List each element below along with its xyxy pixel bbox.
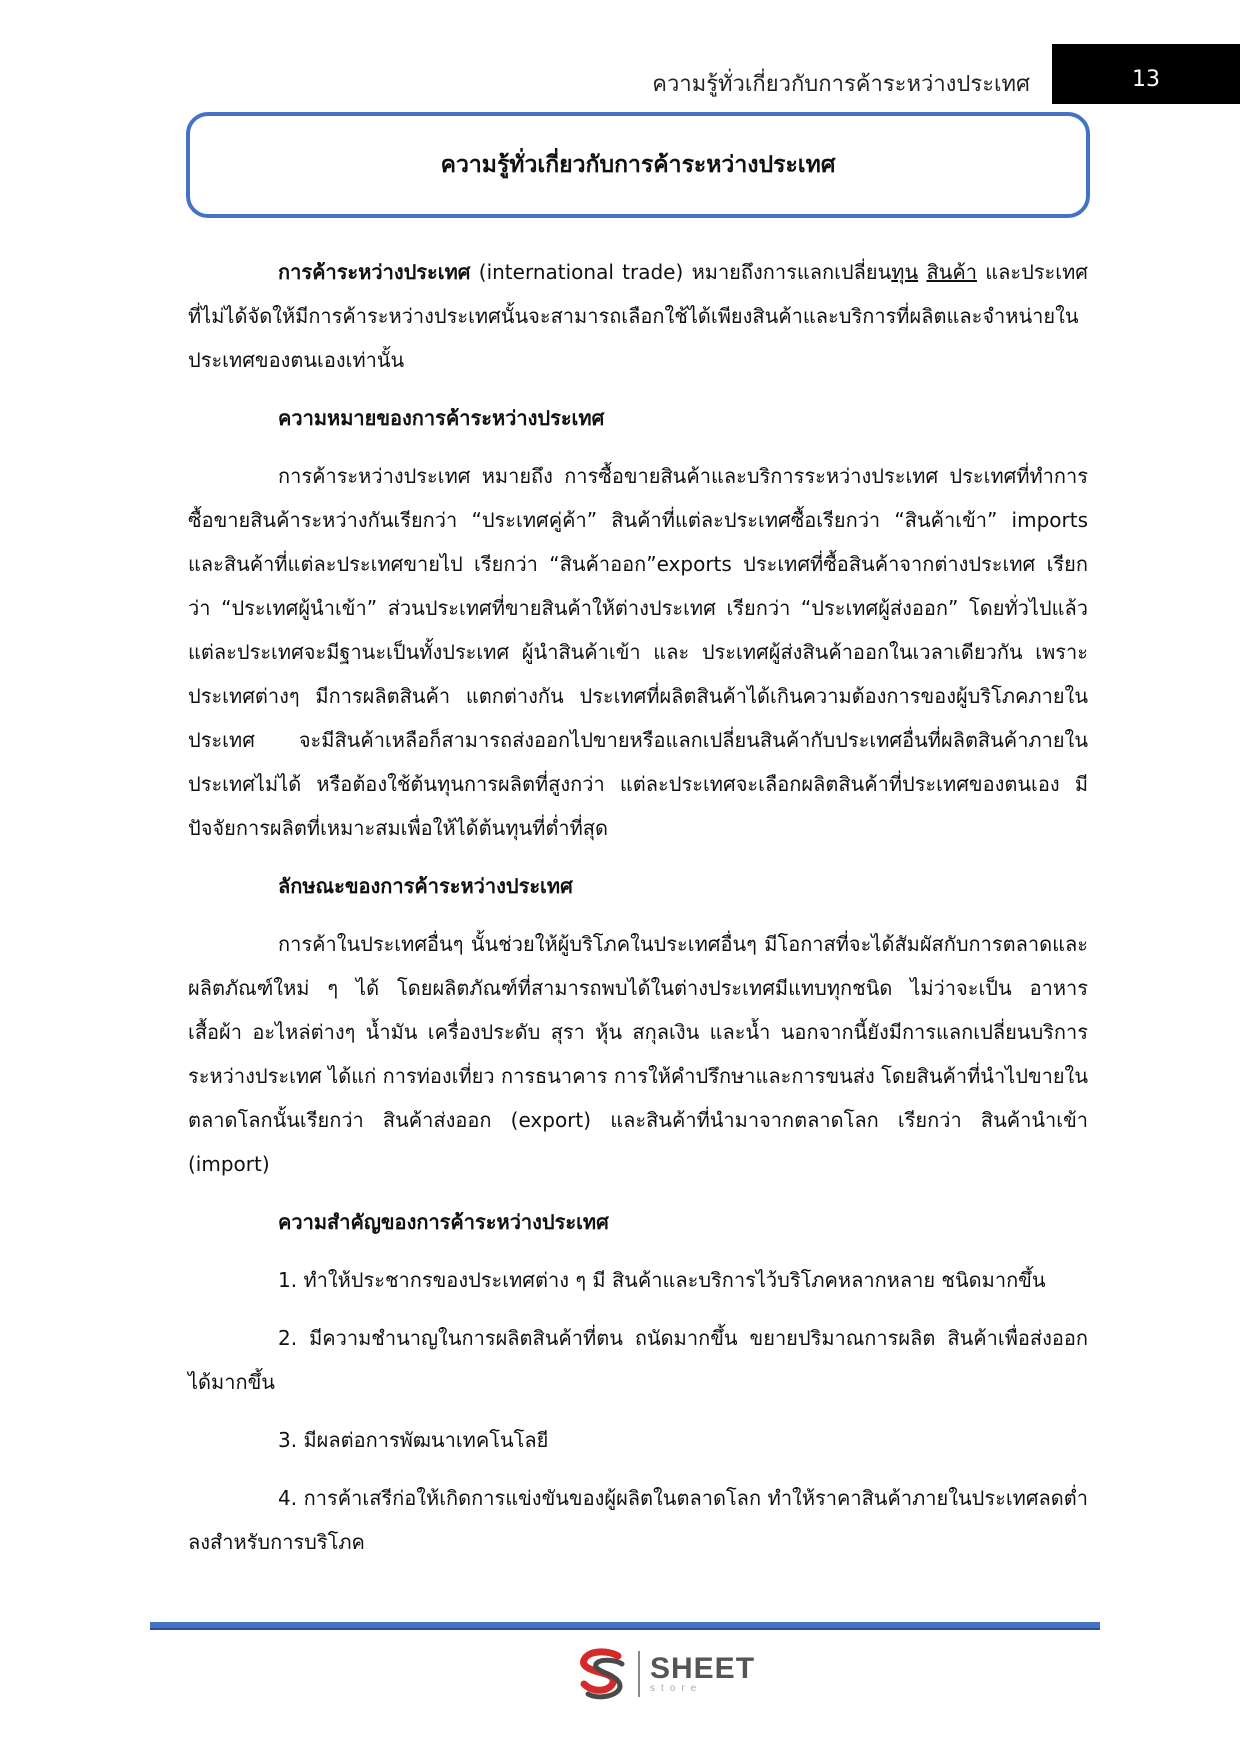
page-number: 13 <box>1052 44 1240 104</box>
intro-underline-goods: สินค้า <box>926 260 977 284</box>
footer-rule <box>150 1622 1100 1630</box>
logo-sub-text: store <box>650 1683 703 1694</box>
sheet-store-logo <box>574 1648 755 1700</box>
intro-term: การค้าระหว่างประเทศ <box>278 260 471 284</box>
importance-heading: ความสำคัญของการค้าระหว่างประเทศ <box>278 1210 609 1234</box>
logo-separator <box>638 1651 640 1697</box>
chapter-title-box <box>186 112 1090 218</box>
intro-paragraph <box>188 250 1088 382</box>
characteristics-paragraph: การค้าในประเทศอื่นๆ นั้นช่วยให้ผู้บริโภคในประเทศอื่นๆ มีโอกาสที่จะได้สัมผัสกับการตลาดและผลิตภัณฑ์ใหม่ ๆ ได้ โดยผลิตภัณฑ์ที่สามารถพบได้ในต่างประเทศมีแทบทุกชนิด ไม่ว่าจะเป็น อาหาร เสื้อผ้า อะไหล่ต่างๆ น้ำมัน เครื่องประดับ สุรา หุ้น สกุลเงิน และน้ำ นอกจากนี้ยังมีการแลกเปลี่ยนบริการระหว่างประเทศ ได้แก่ การท่องเที่ยว การธนาคาร การให้คำปรึกษาและการขนส่ง โดยสินค้าที่นำไปขายในตลาดโลกนั้นเรียกว่า สินค้าส่งออก (export) และสินค้าที่นำมาจากตลาดโลก เรียกว่า สินค้านำเข้า (import) <box>188 932 1088 1176</box>
intro-text-a: (international trade) หมายถึงการแลกเปลี่ยน <box>470 260 892 284</box>
logo-main-text: SHEET <box>650 1652 756 1685</box>
document-body <box>188 250 1088 1578</box>
running-header-title: ความรู้ทั่วเกี่ยวกับการค้าระหว่างประเทศ <box>652 72 1030 97</box>
meaning-paragraph: การค้าระหว่างประเทศ หมายถึง การซื้อขายสินค้าและบริการระหว่างประเทศ ประเทศที่ทำการซื้อขายสินค้าระหว่างกันเรียกว่า “ประเทศคู่ค้า” สินค้าที่แต่ละประเทศซื้อเรียกว่า “สินค้าเข้า” imports และสินค้าที่แต่ละประเทศขายไป เรียกว่า “สินค้าออก”exports ประเทศที่ซื้อสินค้าจากต่างประเทศ เรียกว่า “ประเทศผู้นำเข้า” ส่วนประเทศที่ขายสินค้าให้ต่างประเทศ เรียกว่า “ประเทศผู้ส่งออก” โดยทั่วไปแล้ว แต่ละประเทศจะมีฐานะเป็นทั้งประเทศ ผู้นำสินค้าเข้า และ ประเทศผู้ส่งสินค้าออกในเวลาเดียวกัน เพราะประเทศต่างๆ มีการผลิตสินค้า แตกต่างกัน ประเทศที่ผลิตสินค้าได้เกินความต้องการของผู้บริโภคภายในประเทศ จะมีสินค้าเหลือก็สามารถส่งออกไปขายหรือแลกเปลี่ยนสินค้ากับประเทศอื่นที่ผลิตสินค้าภายในประเทศไม่ได้ หรือต้องใช้ต้นทุนการผลิตที่สูงกว่า แต่ละประเทศจะเลือกผลิตสินค้าที่ประเทศของตนเอง มีปัจจัยการผลิตที่เหมาะสมเพื่อให้ได้ต้นทุนที่ต่ำที่สุด <box>188 464 1088 840</box>
importance-item-2: 2. มีความชำนาญในการผลิตสินค้าที่ตน ถนัดมากขึ้น ขยายปริมาณการผลิต สินค้าเพื่อส่งออกได้มากขึ้น <box>188 1326 1088 1394</box>
importance-item-1: 1. ทำให้ประชากรของประเทศต่าง ๆ มี สินค้าและบริการไว้บริโภคหลากหลาย ชนิดมากขึ้น <box>278 1268 1046 1292</box>
importance-item-4: 4. การค้าเสรีก่อให้เกิดการแข่งขันของผู้ผลิตในตลาดโลก ทำให้ราคาสินค้าภายในประเทศลดต่ำลงสำหรับการบริโภค <box>188 1486 1088 1554</box>
sheet-store-s-icon <box>574 1648 630 1700</box>
characteristics-heading: ลักษณะของการค้าระหว่างประเทศ <box>278 874 573 898</box>
chapter-title: ความรู้ทั่วเกี่ยวกับการค้าระหว่างประเทศ <box>440 152 836 178</box>
logo-text <box>650 1654 755 1694</box>
intro-underline-capital: ทุน <box>891 260 919 284</box>
importance-item-3: 3. มีผลต่อการพัฒนาเทคโนโลยี <box>278 1428 549 1452</box>
intro-text-c: และประเทศที่ไม่ได้จัดให้มีการค้าระหว่างประเทศนั้นจะสามารถเลือกใช้ได้เพียงสินค้าและบริการที่ผลิตและจำหน่ายในประเทศของตนเองเท่านั้น <box>188 260 1089 372</box>
meaning-heading: ความหมายของการค้าระหว่างประเทศ <box>278 406 605 430</box>
